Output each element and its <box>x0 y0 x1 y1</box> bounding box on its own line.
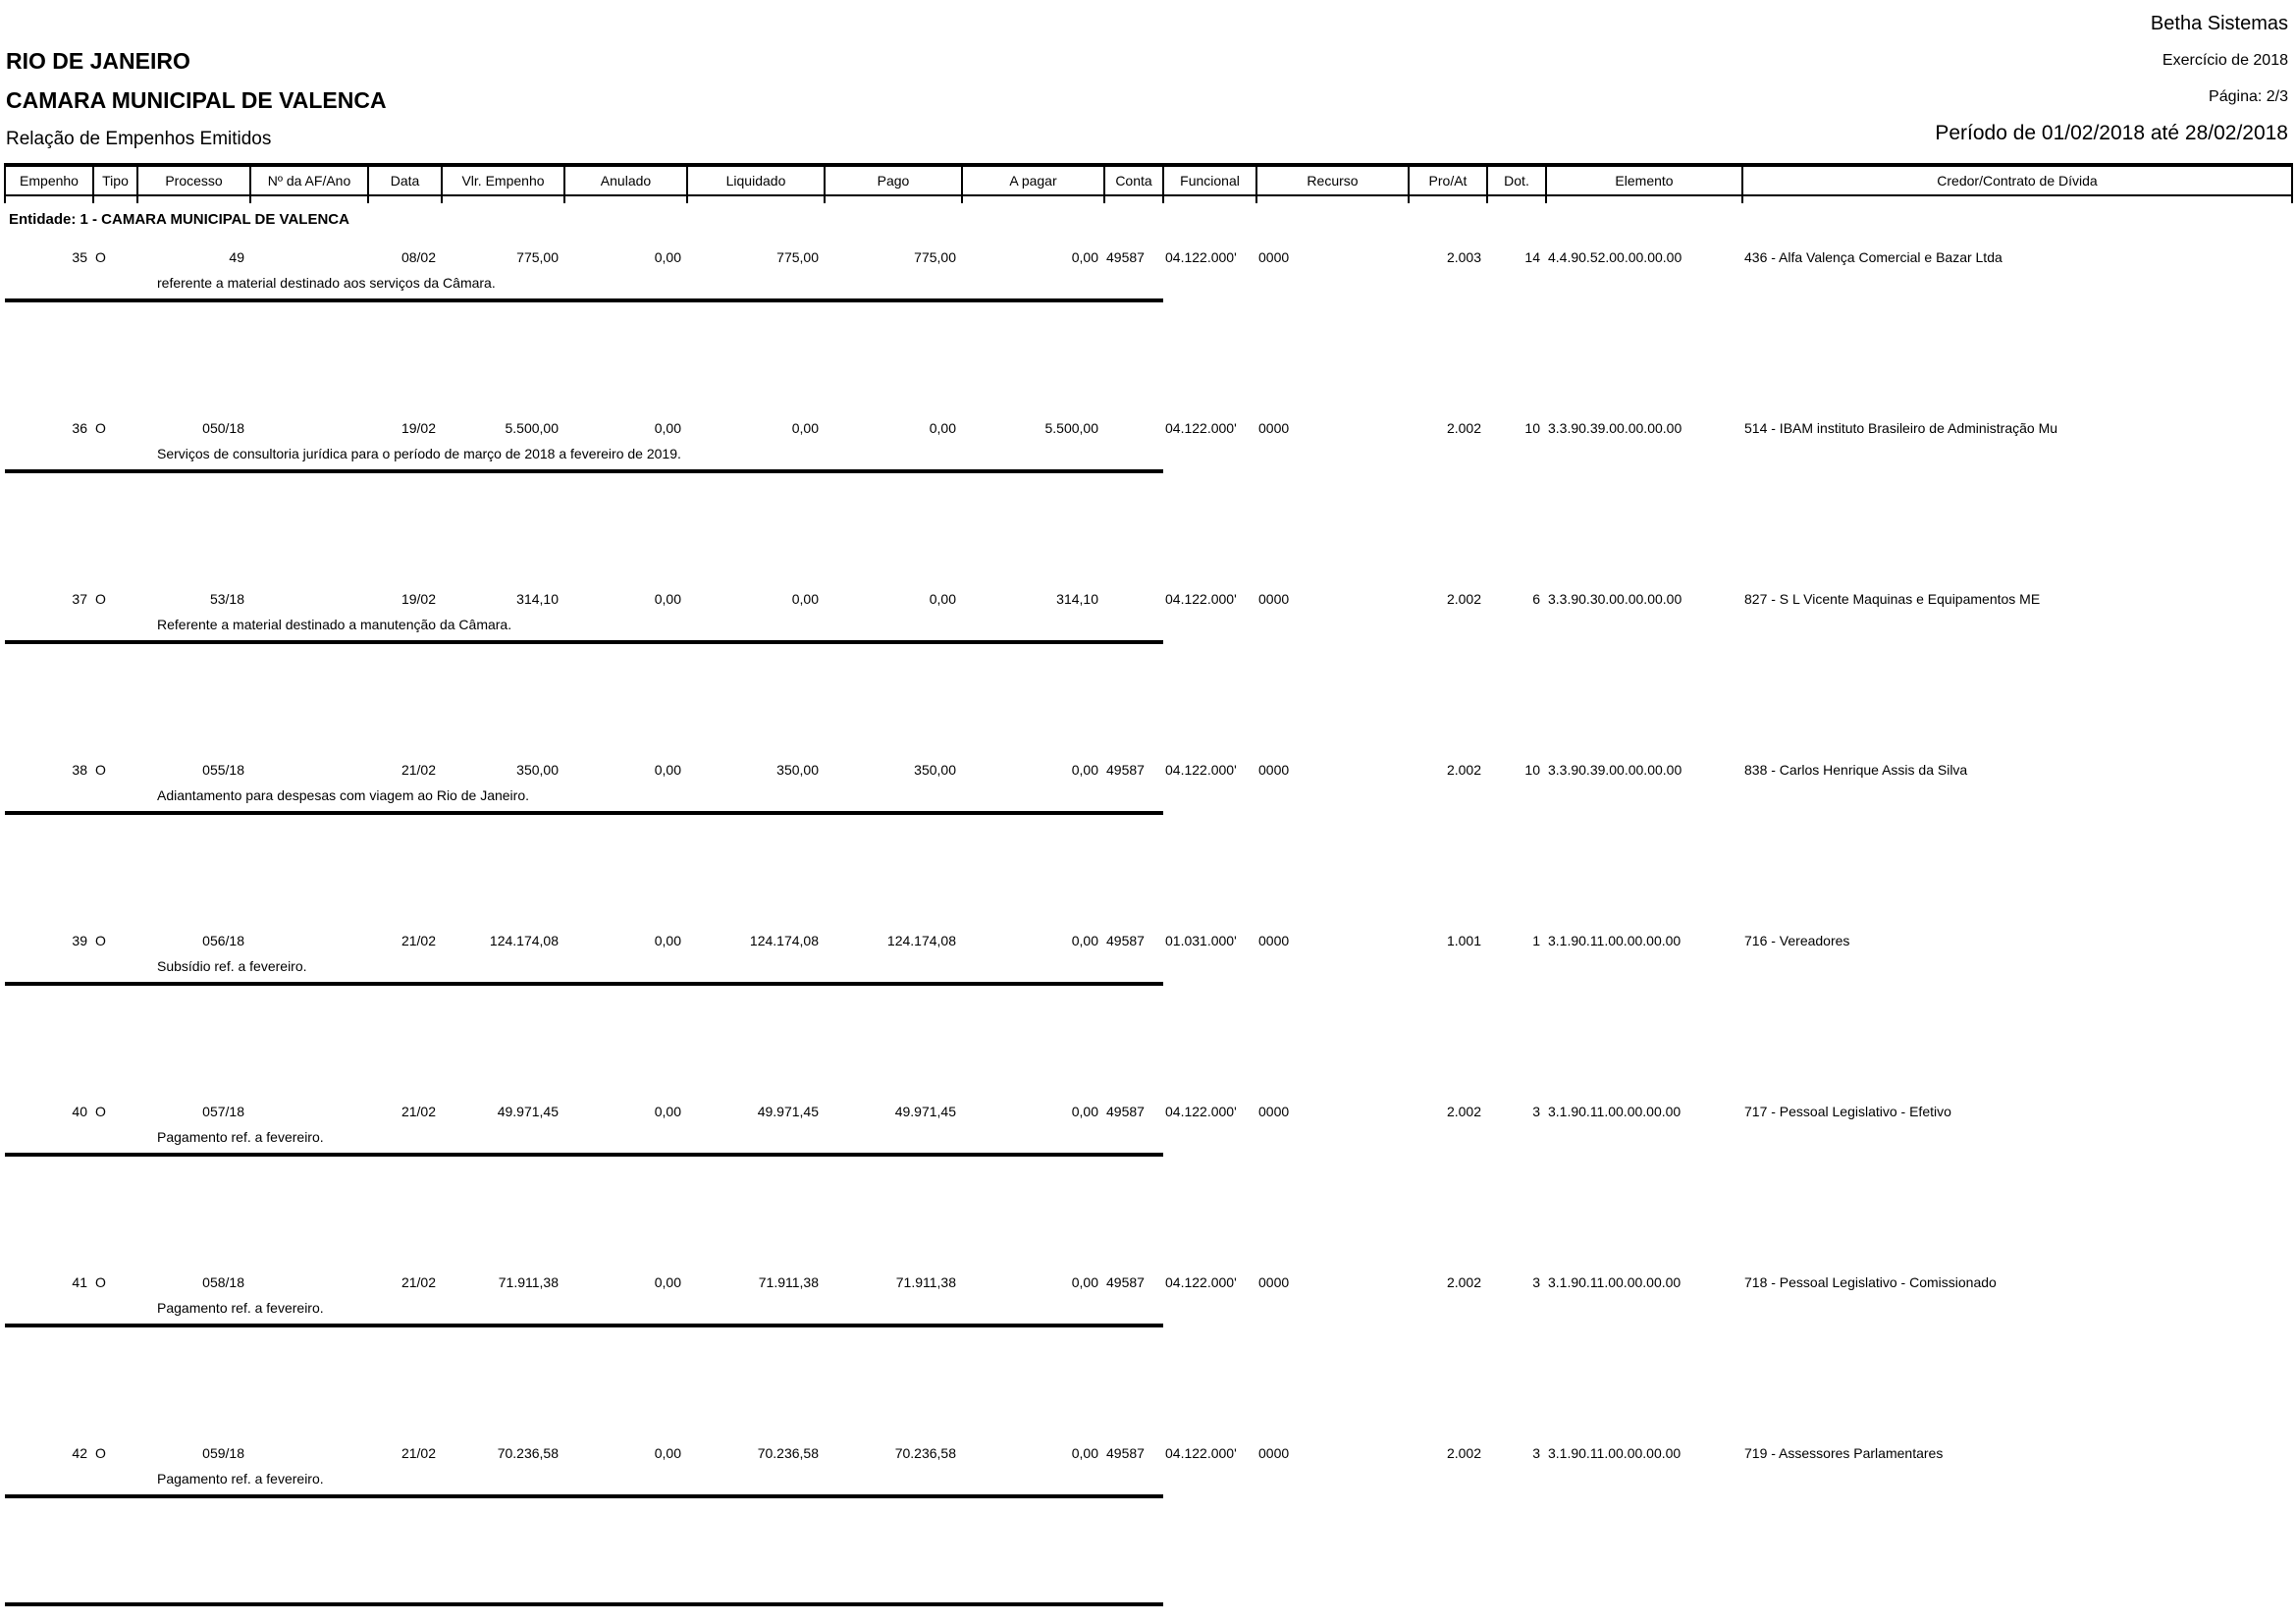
record-gap <box>5 302 2292 401</box>
cell-apagar: 0,00 <box>1071 249 1098 265</box>
cell-liquidado: 71.911,38 <box>758 1274 819 1290</box>
cell-processo: 53/18 <box>209 591 244 607</box>
cell-funcional: 04.122.000' <box>1165 1104 1237 1119</box>
cell-vlr: 314,10 <box>516 591 559 607</box>
cell-elemento: 3.3.90.30.00.00.00.00 <box>1548 591 1682 607</box>
entity-label: Entidade: 1 - CAMARA MUNICIPAL DE VALENCA <box>9 211 349 228</box>
column-header-empenho: Empenho <box>5 165 93 195</box>
record-separator-row <box>5 463 2292 473</box>
cell-data: 21/02 <box>400 933 436 948</box>
cell-funcional: 04.122.000' <box>1165 591 1237 607</box>
cell-vlr: 49.971,45 <box>497 1104 559 1119</box>
record-description: Pagamento ref. a fevereiro. <box>157 1300 324 1316</box>
record-description-row <box>5 1463 2292 1488</box>
cell-recurso: 0000 <box>1258 420 1290 436</box>
cell-liquidado: 49.971,45 <box>757 1104 819 1119</box>
column-header-tipo: Tipo <box>93 165 137 195</box>
footer-separator-row <box>5 1596 2292 1606</box>
cell-af <box>250 571 368 609</box>
cell-conta <box>1104 571 1163 609</box>
record-row <box>5 742 2292 780</box>
record-description-row <box>5 780 2292 805</box>
record-separator-row <box>5 1147 2292 1157</box>
cell-recurso: 0000 <box>1258 591 1290 607</box>
column-header-recurso: Recurso <box>1256 165 1409 195</box>
cell-liquidado: 0,00 <box>791 420 819 436</box>
cell-elemento: 3.1.90.11.00.00.00.00 <box>1548 1274 1682 1290</box>
cell-anulado: 0,00 <box>654 1445 681 1461</box>
cell-processo: 49 <box>229 249 244 265</box>
cell-processo: 059/18 <box>202 1445 244 1461</box>
cell-anulado: 0,00 <box>654 420 681 436</box>
cell-apagar: 0,00 <box>1071 933 1098 948</box>
cell-proat: 1.001 <box>1446 933 1481 948</box>
cell-conta: 49587 <box>1106 1445 1145 1461</box>
cell-data: 19/02 <box>400 420 436 436</box>
record-row <box>5 1426 2292 1463</box>
cell-data: 21/02 <box>400 1104 436 1119</box>
cell-recurso: 0000 <box>1258 933 1290 948</box>
cell-credor: 719 - Assessores Parlamentares <box>1744 1445 1944 1461</box>
cell-credor: 718 - Pessoal Legislativo - Comissionado <box>1744 1274 1997 1290</box>
record-gap <box>5 1157 2292 1255</box>
cell-vlr: 775,00 <box>516 249 559 265</box>
cell-conta: 49587 <box>1106 1104 1145 1119</box>
cell-liquidado: 70.236,58 <box>757 1445 819 1461</box>
records-body <box>5 230 2292 1596</box>
record-row <box>5 571 2292 609</box>
column-header-elemento: Elemento <box>1546 165 1742 195</box>
footer-separator-line <box>5 1602 1163 1606</box>
record-row <box>5 913 2292 950</box>
column-header-credor: Credor/Contrato de Dívida <box>1742 165 2292 195</box>
cell-pago: 775,00 <box>914 249 956 265</box>
cell-tipo: O <box>95 1104 106 1119</box>
cell-pago: 49.971,45 <box>894 1104 956 1119</box>
cell-data: 21/02 <box>400 1274 436 1290</box>
cell-dot: 10 <box>1524 420 1540 436</box>
record-description: Subsídio ref. a fevereiro. <box>157 958 307 974</box>
page-number: Página: 2/3 <box>2209 88 2288 105</box>
cell-recurso: 0000 <box>1258 249 1290 265</box>
record-description-row <box>5 1292 2292 1318</box>
record-description: Pagamento ref. a fevereiro. <box>157 1129 324 1145</box>
record-description-row <box>5 267 2292 293</box>
cell-dot: 3 <box>1532 1104 1540 1119</box>
cell-dot: 10 <box>1524 762 1540 778</box>
cell-conta: 49587 <box>1106 933 1145 948</box>
cell-dot: 6 <box>1532 591 1540 607</box>
entity-row <box>5 203 2292 230</box>
column-header-dot: Dot. <box>1487 165 1546 195</box>
column-header-af: Nº da AF/Ano <box>250 165 368 195</box>
record-description: Serviços de consultoria jurídica para o período de março de 2018 a fevereiro de 2019. <box>157 446 681 461</box>
cell-liquidado: 350,00 <box>776 762 819 778</box>
cell-credor: 514 - IBAM instituto Brasileiro de Administração Mu <box>1744 420 2058 436</box>
cell-af <box>250 1084 368 1121</box>
cell-empenho: 37 <box>72 591 87 607</box>
cell-data: 21/02 <box>400 762 436 778</box>
cell-apagar: 0,00 <box>1071 1104 1098 1119</box>
cell-elemento: 3.3.90.39.00.00.00.00 <box>1548 420 1682 436</box>
record-description: Pagamento ref. a fevereiro. <box>157 1471 324 1487</box>
cell-vlr: 350,00 <box>516 762 559 778</box>
cell-vlr: 5.500,00 <box>505 420 559 436</box>
cell-vlr: 70.236,58 <box>497 1445 559 1461</box>
cell-liquidado: 775,00 <box>776 249 819 265</box>
cell-empenho: 40 <box>72 1104 87 1119</box>
record-gap <box>5 1327 2292 1426</box>
cell-empenho: 39 <box>72 933 87 948</box>
cell-dot: 14 <box>1524 249 1540 265</box>
cell-empenho: 41 <box>72 1274 87 1290</box>
org-state: RIO DE JANEIRO <box>6 48 190 74</box>
vendor-name: Betha Sistemas <box>2150 13 2288 34</box>
cell-af <box>250 401 368 438</box>
header-right <box>1935 6 2288 152</box>
cell-proat: 2.002 <box>1446 591 1481 607</box>
record-description: referente a material destinado aos serviços da Câmara. <box>157 275 496 291</box>
record-description: Adiantamento para despesas com viagem ao Rio de Janeiro. <box>157 787 529 803</box>
page-header <box>0 0 2296 159</box>
cell-apagar: 314,10 <box>1056 591 1098 607</box>
record-separator-row <box>5 634 2292 644</box>
record-gap <box>5 815 2292 913</box>
cell-elemento: 3.3.90.39.00.00.00.00 <box>1548 762 1682 778</box>
table-header <box>5 165 2292 203</box>
record-gap <box>5 473 2292 571</box>
cell-anulado: 0,00 <box>654 591 681 607</box>
cell-processo: 056/18 <box>202 933 244 948</box>
cell-funcional: 04.122.000' <box>1165 1274 1237 1290</box>
cell-elemento: 4.4.90.52.00.00.00.00 <box>1548 249 1682 265</box>
cell-conta <box>1104 401 1163 438</box>
cell-empenho: 38 <box>72 762 87 778</box>
record-description: Referente a material destinado a manutenção da Câmara. <box>157 617 512 632</box>
record-row <box>5 230 2292 267</box>
cell-anulado: 0,00 <box>654 249 681 265</box>
cell-af <box>250 1255 368 1292</box>
cell-proat: 2.002 <box>1446 1445 1481 1461</box>
cell-proat: 2.002 <box>1446 1274 1481 1290</box>
cell-pago: 350,00 <box>914 762 956 778</box>
cell-elemento: 3.1.90.11.00.00.00.00 <box>1548 1445 1682 1461</box>
record-gap <box>5 1498 2292 1596</box>
column-header-data: Data <box>368 165 442 195</box>
cell-tipo: O <box>95 420 106 436</box>
record-row <box>5 1255 2292 1292</box>
cell-data: 08/02 <box>400 249 436 265</box>
record-separator-row <box>5 293 2292 302</box>
cell-apagar: 0,00 <box>1071 762 1098 778</box>
cell-apagar: 0,00 <box>1071 1445 1098 1461</box>
cell-processo: 055/18 <box>202 762 244 778</box>
cell-anulado: 0,00 <box>654 1104 681 1119</box>
cell-pago: 0,00 <box>929 420 956 436</box>
header-tick-marks <box>5 195 2292 203</box>
period-label: Período de 01/02/2018 até 28/02/2018 <box>1935 122 2288 144</box>
cell-data: 21/02 <box>400 1445 436 1461</box>
record-gap <box>5 986 2292 1084</box>
cell-tipo: O <box>95 933 106 948</box>
cell-vlr: 71.911,38 <box>498 1274 559 1290</box>
column-header-anulado: Anulado <box>564 165 687 195</box>
cell-dot: 3 <box>1532 1445 1540 1461</box>
cell-tipo: O <box>95 1445 106 1461</box>
cell-funcional: 04.122.000' <box>1165 249 1237 265</box>
cell-recurso: 0000 <box>1258 1104 1290 1119</box>
cell-funcional: 04.122.000' <box>1165 762 1237 778</box>
column-header-conta: Conta <box>1104 165 1163 195</box>
cell-elemento: 3.1.90.11.00.00.00.00 <box>1548 1104 1682 1119</box>
record-separator-row <box>5 1318 2292 1327</box>
cell-proat: 2.002 <box>1446 420 1481 436</box>
cell-recurso: 0000 <box>1258 1445 1290 1461</box>
cell-credor: 827 - S L Vicente Maquinas e Equipamentos ME <box>1744 591 2041 607</box>
cell-af <box>250 913 368 950</box>
cell-tipo: O <box>95 591 106 607</box>
exercise-label: Exercício de 2018 <box>2162 52 2288 69</box>
cell-credor: 716 - Vereadores <box>1744 933 1850 948</box>
column-header-liquidado: Liquidado <box>687 165 825 195</box>
cell-recurso: 0000 <box>1258 762 1290 778</box>
record-row <box>5 1084 2292 1121</box>
cell-dot: 1 <box>1532 933 1540 948</box>
cell-credor: 838 - Carlos Henrique Assis da Silva <box>1744 762 1968 778</box>
cell-pago: 124.174,08 <box>886 933 956 948</box>
cell-anulado: 0,00 <box>654 762 681 778</box>
cell-anulado: 0,00 <box>654 1274 681 1290</box>
cell-pago: 70.236,58 <box>894 1445 956 1461</box>
header-left <box>6 6 387 159</box>
cell-conta: 49587 <box>1106 1274 1145 1290</box>
empenhos-table <box>4 163 2293 1606</box>
record-description-row <box>5 609 2292 634</box>
record-description-row <box>5 950 2292 976</box>
cell-elemento: 3.1.90.11.00.00.00.00 <box>1548 933 1682 948</box>
cell-credor: 436 - Alfa Valença Comercial e Bazar Ltda <box>1744 249 2002 265</box>
cell-dot: 3 <box>1532 1274 1540 1290</box>
column-header-pago: Pago <box>825 165 962 195</box>
cell-empenho: 42 <box>72 1445 87 1461</box>
report-title: Relação de Empenhos Emitidos <box>6 129 272 149</box>
cell-funcional: 01.031.000' <box>1165 933 1237 948</box>
column-header-processo: Processo <box>137 165 250 195</box>
cell-funcional: 04.122.000' <box>1165 1445 1237 1461</box>
record-separator-row <box>5 1488 2292 1498</box>
cell-liquidado: 0,00 <box>791 591 819 607</box>
cell-credor: 717 - Pessoal Legislativo - Efetivo <box>1744 1104 1951 1119</box>
column-header-vlr: Vlr. Empenho <box>442 165 564 195</box>
record-gap <box>5 644 2292 742</box>
cell-af <box>250 1426 368 1463</box>
cell-pago: 0,00 <box>929 591 956 607</box>
table-header-row <box>5 165 2292 195</box>
record-separator-row <box>5 976 2292 986</box>
cell-processo: 050/18 <box>202 420 244 436</box>
cell-processo: 058/18 <box>202 1274 244 1290</box>
record-row <box>5 401 2292 438</box>
cell-af <box>250 230 368 267</box>
column-header-proat: Pro/At <box>1409 165 1487 195</box>
cell-tipo: O <box>95 1274 106 1290</box>
cell-proat: 2.003 <box>1446 249 1481 265</box>
record-description-row <box>5 438 2292 463</box>
cell-vlr: 124.174,08 <box>489 933 559 948</box>
cell-proat: 2.002 <box>1446 1104 1481 1119</box>
record-separator-row <box>5 805 2292 815</box>
column-header-apagar: A pagar <box>962 165 1104 195</box>
cell-funcional: 04.122.000' <box>1165 420 1237 436</box>
cell-tipo: O <box>95 762 106 778</box>
cell-data: 19/02 <box>400 591 436 607</box>
cell-apagar: 5.500,00 <box>1044 420 1098 436</box>
cell-empenho: 36 <box>72 420 87 436</box>
cell-empenho: 35 <box>72 249 87 265</box>
cell-tipo: O <box>95 249 106 265</box>
column-header-funcional: Funcional <box>1163 165 1256 195</box>
cell-proat: 2.002 <box>1446 762 1481 778</box>
cell-liquidado: 124.174,08 <box>749 933 819 948</box>
cell-pago: 71.911,38 <box>895 1274 956 1290</box>
cell-af <box>250 742 368 780</box>
cell-processo: 057/18 <box>202 1104 244 1119</box>
cell-conta: 49587 <box>1106 249 1145 265</box>
record-description-row <box>5 1121 2292 1147</box>
cell-anulado: 0,00 <box>654 933 681 948</box>
org-name: CAMARA MUNICIPAL DE VALENCA <box>6 87 387 113</box>
cell-apagar: 0,00 <box>1071 1274 1098 1290</box>
cell-recurso: 0000 <box>1258 1274 1290 1290</box>
cell-conta: 49587 <box>1106 762 1145 778</box>
